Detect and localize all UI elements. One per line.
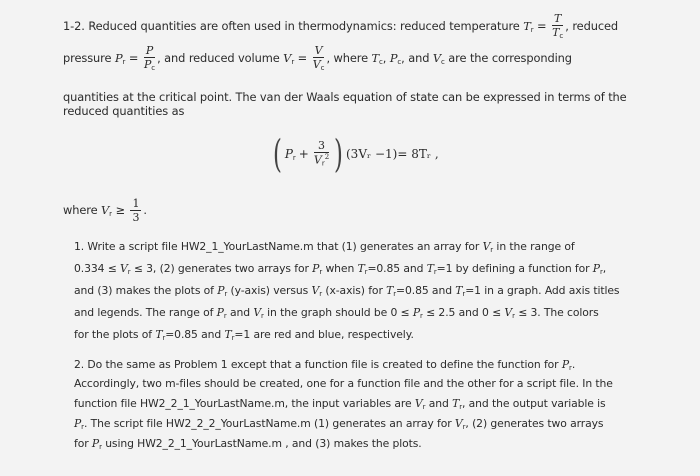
q2-line-4: $P_r$. The script file HW2_2_2_YourLastName.m (1) generates an array for $V_r$, (2) generates two arrays — [74, 417, 604, 431]
q2-line-3: function file HW2_2_1_YourLastName.m, the input variables are $V_r$ and $T_r$, and the output variable is — [74, 397, 606, 411]
q1-line-5: for the plots of $T_r=0.85$ and $T_r=1$ are red and blue, respectively. — [74, 328, 414, 342]
reduced-temperature-symbol: $T_r$ — [523, 19, 534, 34]
reduced-volume-symbol: $V_r$ — [283, 51, 295, 66]
q1-line-2: $0.334 \le V_r \le 3$, (2) generates two arrays for $P_r$ when $T_r=0.85$ and $T_r=1$ by defining a function for $P_r$, — [74, 262, 607, 276]
problem-title-line: 1-2. Reduced quantities are often used in thermodynamics: reduced temperature $T_r$ = $\frac{T}{T_c}$ , reduced — [63, 12, 619, 40]
definition-line: pressure $P_r$ = $\frac{P}{P_c}$ , and reduced volume $V_r$ = $\frac{V}{V_c}$ , where $T_c$, $P_c$, and $V_c$ are the corresponding — [63, 44, 572, 72]
q2-line-1: 2. Do the same as Problem 1 except that a function file is created to define the function for $P_r$. — [74, 358, 576, 372]
problem-title-text: 1-2. Reduced quantities are often used in thermodynamics: reduced temperature — [63, 19, 520, 33]
q2-line-5: for $P_r$ using HW2_2_1_YourLastName.m , and (3) makes the plots. — [74, 437, 422, 451]
reduced-pressure-symbol: $P_r$ — [114, 51, 126, 66]
q1-line-3: and (3) makes the plots of $P_r$ (y-axis) versus $V_r$ (x-axis) for $T_r=0.85$ and $T_r=1$ in a graph. Add axis titles — [74, 284, 620, 298]
equation-rhs: (3Vᵣ −1)= 8Tᵣ , — [346, 147, 439, 161]
q1-line-1: 1. Write a script file HW2_1_YourLastName.m that (1) generates an array for $V_r$ in the range of — [74, 240, 575, 254]
volume-fraction: $\frac{V}{V_c}$ — [312, 44, 325, 72]
pressure-fraction: $\frac{P}{P_c}$ — [143, 44, 155, 72]
text-line-3: quantities at the critical point. The van der Waals equation of state can be expressed in terms of the — [63, 90, 627, 104]
q2-line-2: Accordingly, two m-files should be created, one for a function file and the other for a script file. In the — [74, 377, 613, 390]
q1-line-4: and legends. The range of $P_r$ and $V_r$ in the graph should be $0 \le P_r \le 2.5$ and $0 \le V_r \le 3$. The colors — [74, 306, 599, 320]
van-der-waals-equation: ( $P_r$ + $\frac{3}{V_r^2}$ ) (3Vᵣ −1)= 8Tᵣ , — [272, 132, 439, 176]
temperature-fraction: $\frac{T}{T_c}$ — [552, 12, 564, 40]
text-line-4: reduced quantities as — [63, 104, 185, 118]
where-line: where $V_r$ ≥ $\frac{1}{3}$ . — [63, 197, 147, 224]
